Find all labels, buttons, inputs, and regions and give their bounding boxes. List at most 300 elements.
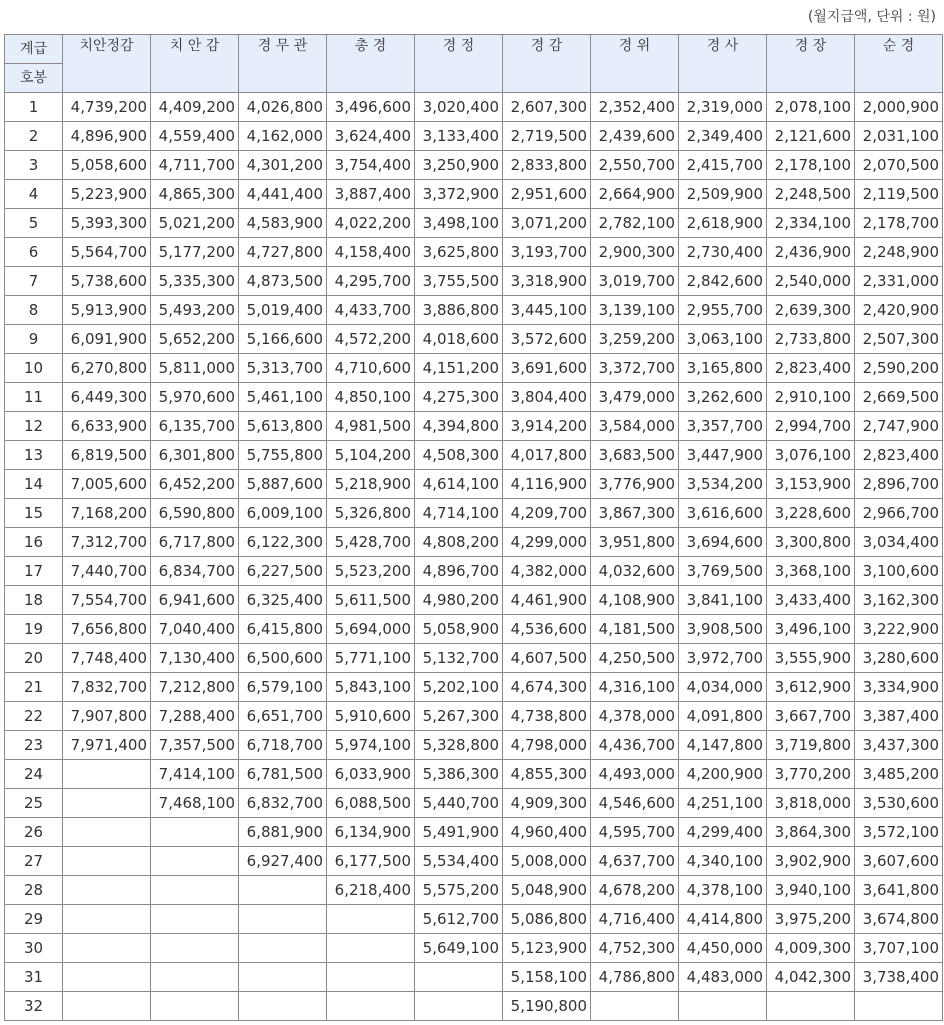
- salary-cell: 5,913,900: [63, 296, 151, 325]
- salary-cell: 5,008,000: [503, 847, 591, 876]
- salary-cell: 3,153,900: [767, 470, 855, 499]
- salary-cell: [679, 992, 767, 1021]
- salary-cell: 4,716,400: [591, 905, 679, 934]
- salary-cell: 5,313,700: [239, 354, 327, 383]
- salary-cell: 4,017,800: [503, 441, 591, 470]
- table-row: [5, 615, 943, 644]
- salary-cell: 6,590,800: [151, 499, 239, 528]
- salary-cell: [151, 905, 239, 934]
- salary-cell: 4,251,100: [679, 789, 767, 818]
- salary-cell: 4,250,500: [591, 644, 679, 673]
- table-row: [5, 470, 943, 499]
- salary-cell: 3,555,900: [767, 644, 855, 673]
- salary-cell: 2,540,000: [767, 267, 855, 296]
- salary-cell: 6,781,500: [239, 760, 327, 789]
- salary-cell: 4,583,900: [239, 209, 327, 238]
- salary-cell: 4,559,400: [151, 122, 239, 151]
- salary-cell: [151, 847, 239, 876]
- salary-cell: 6,033,900: [327, 760, 415, 789]
- salary-cell: 4,032,600: [591, 557, 679, 586]
- salary-cell: 5,223,900: [63, 180, 151, 209]
- step-cell: 31: [5, 963, 63, 992]
- step-cell: 4: [5, 180, 63, 209]
- salary-cell: 7,130,400: [151, 644, 239, 673]
- salary-cell: 3,034,400: [855, 528, 943, 557]
- salary-cell: 4,855,300: [503, 760, 591, 789]
- step-cell: 20: [5, 644, 63, 673]
- salary-cell: 7,414,100: [151, 760, 239, 789]
- salary-cell: 5,611,500: [327, 586, 415, 615]
- grade-label: 계급: [5, 35, 63, 64]
- table-row: [5, 151, 943, 180]
- table-row: [5, 789, 943, 818]
- salary-cell: 4,980,200: [415, 586, 503, 615]
- salary-cell: 3,300,800: [767, 528, 855, 557]
- salary-cell: 5,575,200: [415, 876, 503, 905]
- salary-cell: 5,613,800: [239, 412, 327, 441]
- step-cell: 7: [5, 267, 63, 296]
- salary-cell: 4,614,100: [415, 470, 503, 499]
- salary-cell: 2,031,100: [855, 122, 943, 151]
- salary-cell: 3,625,800: [415, 238, 503, 267]
- salary-cell: 3,738,400: [855, 963, 943, 992]
- header-row-grade: [5, 35, 943, 64]
- step-cell: 27: [5, 847, 63, 876]
- salary-cell: 5,335,300: [151, 267, 239, 296]
- table-row: [5, 412, 943, 441]
- salary-cell: 4,450,000: [679, 934, 767, 963]
- salary-cell: [327, 905, 415, 934]
- salary-cell: 3,914,200: [503, 412, 591, 441]
- salary-cell: 2,550,700: [591, 151, 679, 180]
- salary-cell: 3,719,800: [767, 731, 855, 760]
- step-cell: 5: [5, 209, 63, 238]
- salary-cell: 5,328,800: [415, 731, 503, 760]
- salary-cell: 3,770,200: [767, 760, 855, 789]
- salary-cell: 5,132,700: [415, 644, 503, 673]
- salary-cell: [151, 876, 239, 905]
- salary-cell: 3,372,900: [415, 180, 503, 209]
- step-cell: 21: [5, 673, 63, 702]
- table-row: [5, 905, 943, 934]
- salary-cell: 4,436,700: [591, 731, 679, 760]
- step-cell: 2: [5, 122, 63, 151]
- salary-cell: 3,612,900: [767, 673, 855, 702]
- salary-cell: 4,536,600: [503, 615, 591, 644]
- salary-cell: 4,378,100: [679, 876, 767, 905]
- salary-cell: 6,218,400: [327, 876, 415, 905]
- table-body: [5, 93, 943, 1021]
- salary-cell: 3,019,700: [591, 267, 679, 296]
- salary-cell: 4,022,200: [327, 209, 415, 238]
- salary-cell: 4,637,700: [591, 847, 679, 876]
- salary-cell: 6,941,600: [151, 586, 239, 615]
- pay-table: [4, 34, 943, 1021]
- salary-cell: 3,222,900: [855, 615, 943, 644]
- step-cell: 24: [5, 760, 63, 789]
- salary-cell: 4,116,900: [503, 470, 591, 499]
- salary-cell: 5,158,100: [503, 963, 591, 992]
- salary-cell: 3,534,200: [679, 470, 767, 499]
- salary-cell: 5,493,200: [151, 296, 239, 325]
- salary-cell: 2,119,500: [855, 180, 943, 209]
- salary-cell: 6,579,100: [239, 673, 327, 702]
- salary-cell: 3,902,900: [767, 847, 855, 876]
- salary-cell: 3,841,100: [679, 586, 767, 615]
- salary-cell: 6,088,500: [327, 789, 415, 818]
- salary-cell: [63, 818, 151, 847]
- table-row: [5, 267, 943, 296]
- salary-cell: 4,382,000: [503, 557, 591, 586]
- salary-cell: 4,572,200: [327, 325, 415, 354]
- salary-cell: 3,445,100: [503, 296, 591, 325]
- salary-cell: 4,865,300: [151, 180, 239, 209]
- salary-cell: 2,896,700: [855, 470, 943, 499]
- salary-cell: 6,227,500: [239, 557, 327, 586]
- salary-cell: 4,162,000: [239, 122, 327, 151]
- salary-cell: 5,843,100: [327, 673, 415, 702]
- salary-cell: [63, 789, 151, 818]
- salary-cell: 3,447,900: [679, 441, 767, 470]
- salary-cell: 2,507,300: [855, 325, 943, 354]
- salary-cell: 6,325,400: [239, 586, 327, 615]
- rank-header: 경 감: [503, 35, 591, 93]
- salary-cell: [151, 992, 239, 1021]
- salary-cell: [151, 963, 239, 992]
- salary-cell: 5,811,000: [151, 354, 239, 383]
- salary-cell: 4,378,000: [591, 702, 679, 731]
- salary-cell: 7,168,200: [63, 499, 151, 528]
- table-row: [5, 818, 943, 847]
- salary-cell: 4,508,300: [415, 441, 503, 470]
- salary-cell: 3,818,000: [767, 789, 855, 818]
- salary-cell: [239, 905, 327, 934]
- salary-cell: 3,572,600: [503, 325, 591, 354]
- table-row: [5, 586, 943, 615]
- salary-cell: 6,009,100: [239, 499, 327, 528]
- salary-cell: 2,415,700: [679, 151, 767, 180]
- table-row: [5, 528, 943, 557]
- salary-cell: 5,564,700: [63, 238, 151, 267]
- salary-cell: 4,710,600: [327, 354, 415, 383]
- salary-cell: 3,683,500: [591, 441, 679, 470]
- salary-cell: 5,649,100: [415, 934, 503, 963]
- salary-cell: [239, 876, 327, 905]
- salary-cell: 3,496,100: [767, 615, 855, 644]
- salary-cell: 3,139,100: [591, 296, 679, 325]
- salary-cell: 6,122,300: [239, 528, 327, 557]
- salary-cell: 5,534,400: [415, 847, 503, 876]
- salary-cell: 2,590,200: [855, 354, 943, 383]
- rank-header: 총 경: [327, 35, 415, 93]
- salary-cell: 3,867,300: [591, 499, 679, 528]
- salary-cell: 4,595,700: [591, 818, 679, 847]
- rank-header: 순 경: [855, 35, 943, 93]
- salary-cell: 6,718,700: [239, 731, 327, 760]
- salary-cell: 2,248,500: [767, 180, 855, 209]
- salary-cell: 3,607,600: [855, 847, 943, 876]
- salary-cell: 5,910,600: [327, 702, 415, 731]
- table-row: [5, 296, 943, 325]
- salary-cell: 5,166,600: [239, 325, 327, 354]
- step-cell: 25: [5, 789, 63, 818]
- rank-header: 경 위: [591, 35, 679, 93]
- table-row: [5, 644, 943, 673]
- salary-cell: 4,896,900: [63, 122, 151, 151]
- salary-cell: 5,267,300: [415, 702, 503, 731]
- salary-cell: 4,026,800: [239, 93, 327, 122]
- salary-cell: 4,738,800: [503, 702, 591, 731]
- salary-cell: 7,312,700: [63, 528, 151, 557]
- salary-cell: 2,439,600: [591, 122, 679, 151]
- salary-cell: [63, 760, 151, 789]
- step-cell: 14: [5, 470, 63, 499]
- step-cell: 10: [5, 354, 63, 383]
- salary-cell: 2,823,400: [767, 354, 855, 383]
- salary-cell: 3,076,100: [767, 441, 855, 470]
- salary-cell: 3,262,600: [679, 383, 767, 412]
- salary-cell: 2,823,400: [855, 441, 943, 470]
- salary-cell: 6,651,700: [239, 702, 327, 731]
- salary-cell: 2,664,900: [591, 180, 679, 209]
- salary-cell: [415, 963, 503, 992]
- salary-cell: 4,009,300: [767, 934, 855, 963]
- salary-cell: [239, 963, 327, 992]
- salary-cell: 2,070,500: [855, 151, 943, 180]
- rank-header: 치 안 감: [151, 35, 239, 93]
- salary-cell: [151, 818, 239, 847]
- table-row: [5, 934, 943, 963]
- salary-cell: 3,769,500: [679, 557, 767, 586]
- step-cell: 16: [5, 528, 63, 557]
- salary-cell: 5,428,700: [327, 528, 415, 557]
- salary-cell: [63, 963, 151, 992]
- salary-cell: 2,436,900: [767, 238, 855, 267]
- salary-cell: 3,667,700: [767, 702, 855, 731]
- salary-cell: 4,714,100: [415, 499, 503, 528]
- step-cell: 17: [5, 557, 63, 586]
- salary-cell: 5,218,900: [327, 470, 415, 499]
- salary-cell: 5,202,100: [415, 673, 503, 702]
- step-cell: 26: [5, 818, 63, 847]
- salary-cell: [63, 992, 151, 1021]
- salary-cell: 3,280,600: [855, 644, 943, 673]
- salary-cell: 3,572,100: [855, 818, 943, 847]
- step-cell: 13: [5, 441, 63, 470]
- salary-cell: 5,440,700: [415, 789, 503, 818]
- salary-cell: 3,776,900: [591, 470, 679, 499]
- salary-cell: 5,694,000: [327, 615, 415, 644]
- table-row: [5, 557, 943, 586]
- salary-cell: 3,165,800: [679, 354, 767, 383]
- salary-cell: [63, 905, 151, 934]
- step-cell: 8: [5, 296, 63, 325]
- salary-cell: [151, 934, 239, 963]
- salary-cell: 3,641,800: [855, 876, 943, 905]
- salary-cell: 3,437,300: [855, 731, 943, 760]
- salary-cell: 5,058,600: [63, 151, 151, 180]
- salary-cell: 2,331,000: [855, 267, 943, 296]
- salary-cell: [415, 992, 503, 1021]
- step-cell: 23: [5, 731, 63, 760]
- table-row: [5, 180, 943, 209]
- rank-header: 치안정감: [63, 35, 151, 93]
- salary-cell: 5,393,300: [63, 209, 151, 238]
- salary-cell: 5,755,800: [239, 441, 327, 470]
- salary-cell: 2,319,000: [679, 93, 767, 122]
- salary-cell: 4,091,800: [679, 702, 767, 731]
- salary-cell: 2,178,100: [767, 151, 855, 180]
- salary-cell: 7,656,800: [63, 615, 151, 644]
- salary-cell: 2,730,400: [679, 238, 767, 267]
- salary-cell: 5,086,800: [503, 905, 591, 934]
- table-row: [5, 122, 943, 151]
- salary-cell: [855, 992, 943, 1021]
- salary-cell: 6,177,500: [327, 847, 415, 876]
- salary-cell: 6,449,300: [63, 383, 151, 412]
- step-cell: 6: [5, 238, 63, 267]
- salary-cell: 4,493,000: [591, 760, 679, 789]
- salary-cell: 2,966,700: [855, 499, 943, 528]
- table-row: [5, 702, 943, 731]
- salary-cell: 3,887,400: [327, 180, 415, 209]
- salary-cell: 2,733,800: [767, 325, 855, 354]
- salary-cell: 6,500,600: [239, 644, 327, 673]
- salary-cell: 2,121,600: [767, 122, 855, 151]
- salary-cell: 7,440,700: [63, 557, 151, 586]
- salary-cell: 3,372,700: [591, 354, 679, 383]
- salary-cell: 3,754,400: [327, 151, 415, 180]
- salary-cell: 3,691,600: [503, 354, 591, 383]
- salary-cell: 4,299,400: [679, 818, 767, 847]
- salary-cell: 2,833,800: [503, 151, 591, 180]
- step-cell: 32: [5, 992, 63, 1021]
- salary-cell: 6,091,900: [63, 325, 151, 354]
- salary-cell: 4,739,200: [63, 93, 151, 122]
- salary-cell: 5,974,100: [327, 731, 415, 760]
- salary-cell: 2,719,500: [503, 122, 591, 151]
- salary-cell: 3,864,300: [767, 818, 855, 847]
- salary-cell: 2,178,700: [855, 209, 943, 238]
- salary-cell: 3,975,200: [767, 905, 855, 934]
- salary-cell: 7,005,600: [63, 470, 151, 499]
- salary-cell: 3,584,000: [591, 412, 679, 441]
- salary-cell: 7,748,400: [63, 644, 151, 673]
- salary-cell: 7,468,100: [151, 789, 239, 818]
- step-cell: 3: [5, 151, 63, 180]
- salary-cell: 7,040,400: [151, 615, 239, 644]
- salary-cell: 7,212,800: [151, 673, 239, 702]
- step-cell: 29: [5, 905, 63, 934]
- salary-cell: 4,909,300: [503, 789, 591, 818]
- salary-cell: 2,420,900: [855, 296, 943, 325]
- salary-cell: 5,491,900: [415, 818, 503, 847]
- salary-cell: 4,042,300: [767, 963, 855, 992]
- salary-cell: 5,177,200: [151, 238, 239, 267]
- salary-cell: 3,357,700: [679, 412, 767, 441]
- salary-cell: 3,886,800: [415, 296, 503, 325]
- salary-cell: 3,694,600: [679, 528, 767, 557]
- salary-cell: 5,019,400: [239, 296, 327, 325]
- salary-cell: 5,190,800: [503, 992, 591, 1021]
- salary-cell: 3,498,100: [415, 209, 503, 238]
- salary-cell: 4,414,800: [679, 905, 767, 934]
- salary-cell: 2,000,900: [855, 93, 943, 122]
- salary-cell: 4,483,000: [679, 963, 767, 992]
- step-label: 호봉: [5, 64, 63, 93]
- table-row: [5, 499, 943, 528]
- salary-cell: 3,951,800: [591, 528, 679, 557]
- salary-cell: 5,123,900: [503, 934, 591, 963]
- salary-cell: 4,295,700: [327, 267, 415, 296]
- table-row: [5, 876, 943, 905]
- table-row: [5, 441, 943, 470]
- salary-cell: 4,147,800: [679, 731, 767, 760]
- salary-cell: 4,546,600: [591, 789, 679, 818]
- salary-cell: 4,108,900: [591, 586, 679, 615]
- salary-cell: 4,433,700: [327, 296, 415, 325]
- salary-cell: 4,981,500: [327, 412, 415, 441]
- salary-cell: [239, 992, 327, 1021]
- salary-cell: 6,452,200: [151, 470, 239, 499]
- step-cell: 15: [5, 499, 63, 528]
- salary-cell: 2,078,100: [767, 93, 855, 122]
- step-cell: 9: [5, 325, 63, 354]
- salary-cell: 5,887,600: [239, 470, 327, 499]
- salary-cell: 4,441,400: [239, 180, 327, 209]
- salary-cell: 4,394,800: [415, 412, 503, 441]
- salary-cell: 4,018,600: [415, 325, 503, 354]
- salary-cell: 2,639,300: [767, 296, 855, 325]
- salary-cell: 4,896,700: [415, 557, 503, 586]
- salary-cell: 3,334,900: [855, 673, 943, 702]
- salary-cell: 5,326,800: [327, 499, 415, 528]
- salary-cell: 5,386,300: [415, 760, 503, 789]
- salary-cell: 4,873,500: [239, 267, 327, 296]
- salary-cell: 3,228,600: [767, 499, 855, 528]
- salary-cell: 3,100,600: [855, 557, 943, 586]
- table-row: [5, 760, 943, 789]
- salary-cell: 6,881,900: [239, 818, 327, 847]
- salary-cell: 3,368,100: [767, 557, 855, 586]
- salary-cell: 6,415,800: [239, 615, 327, 644]
- salary-cell: 2,509,900: [679, 180, 767, 209]
- salary-cell: 3,624,400: [327, 122, 415, 151]
- salary-cell: 3,071,200: [503, 209, 591, 238]
- step-cell: 12: [5, 412, 63, 441]
- salary-cell: 7,971,400: [63, 731, 151, 760]
- salary-cell: 3,259,200: [591, 325, 679, 354]
- salary-cell: 5,058,900: [415, 615, 503, 644]
- salary-cell: 2,334,100: [767, 209, 855, 238]
- salary-cell: 4,158,400: [327, 238, 415, 267]
- salary-cell: 4,711,700: [151, 151, 239, 180]
- rank-header: 경 사: [679, 35, 767, 93]
- salary-cell: 2,955,700: [679, 296, 767, 325]
- salary-cell: 4,678,200: [591, 876, 679, 905]
- salary-cell: 3,318,900: [503, 267, 591, 296]
- salary-cell: 3,707,100: [855, 934, 943, 963]
- salary-cell: 5,652,200: [151, 325, 239, 354]
- rank-header: 경 무 관: [239, 35, 327, 93]
- rank-header: 경 정: [415, 35, 503, 93]
- salary-cell: 6,717,800: [151, 528, 239, 557]
- table-row: [5, 354, 943, 383]
- table-row: [5, 963, 943, 992]
- step-cell: 28: [5, 876, 63, 905]
- salary-cell: 4,275,300: [415, 383, 503, 412]
- salary-cell: 3,496,600: [327, 93, 415, 122]
